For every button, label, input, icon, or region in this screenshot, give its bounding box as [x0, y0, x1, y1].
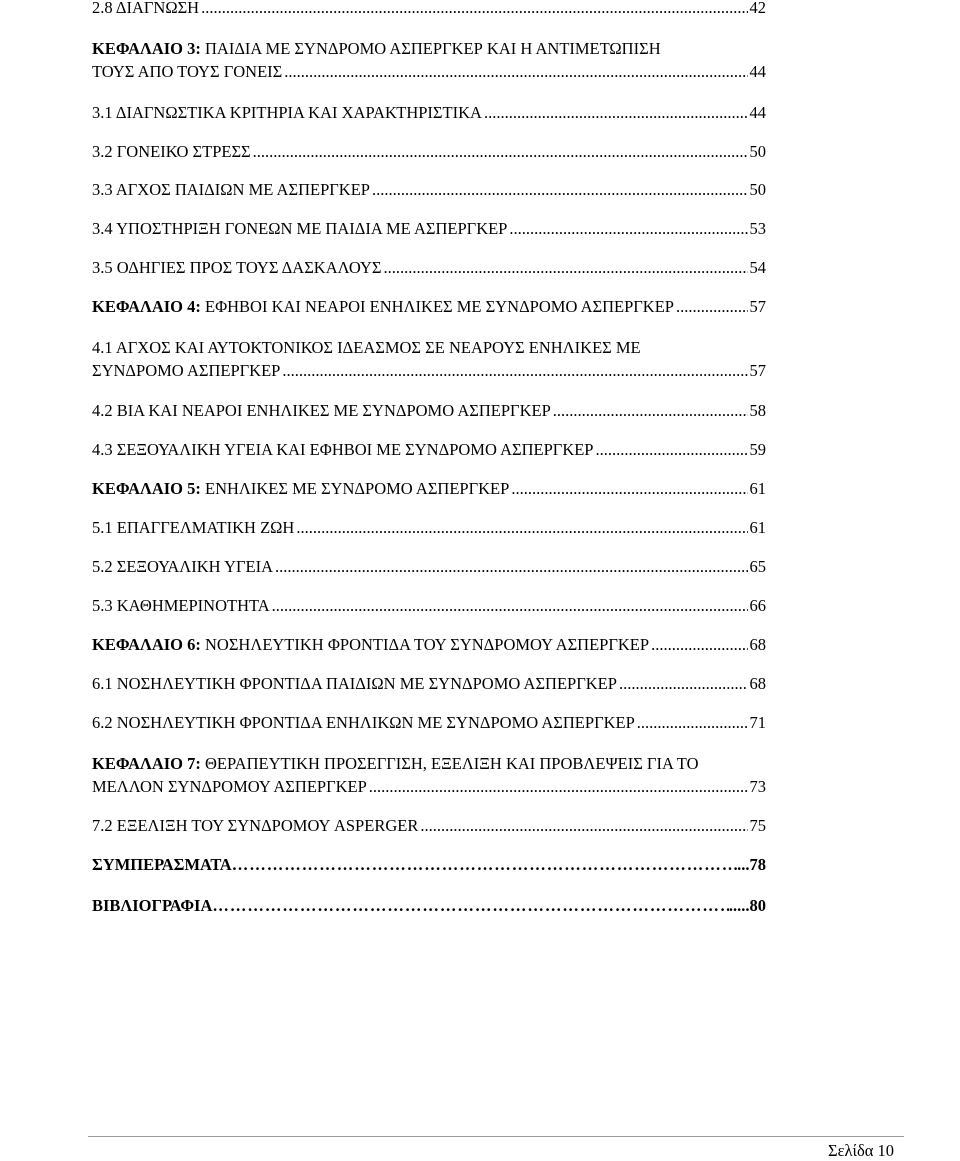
toc-leader — [619, 672, 748, 695]
toc-entry-page: 68 — [749, 635, 766, 654]
toc-leader — [372, 178, 748, 201]
toc-leader — [212, 894, 728, 917]
toc-entry-page: .....80 — [728, 896, 766, 915]
toc-leader — [651, 633, 747, 656]
toc-leader — [553, 399, 748, 422]
toc-entry-page: 61 — [749, 518, 766, 537]
toc-entry-text: 3.3 ΑΓΧΟΣ ΠΑΙΔΙΩΝ ΜΕ ΑΣΠΕΡΓΚΕΡ — [92, 180, 370, 199]
toc-leader — [272, 594, 748, 617]
toc-entry-page: 57 — [749, 297, 766, 316]
toc-entry-chapter-4[interactable] — [92, 295, 766, 318]
chapter-prefix: ΚΕΦΑΛΑΙΟ 3: — [92, 39, 201, 58]
toc-entry-3-2[interactable] — [92, 140, 766, 163]
toc-leader — [384, 256, 748, 279]
toc-entry-2-8[interactable] — [92, 0, 766, 19]
toc-entry-text: 3.2 ΓΟΝΕΙΚΟ ΣΤΡΕΣΣ — [92, 142, 251, 161]
chapter-prefix: ΚΕΦΑΛΑΙΟ 7: — [92, 754, 201, 773]
toc-entry-text: 5.1 ΕΠΑΓΓΕΛΜΑΤΙΚΗ ΖΩΗ — [92, 518, 295, 537]
toc-entry-5-1[interactable] — [92, 516, 766, 539]
toc-entry-page: 71 — [749, 713, 766, 732]
toc-leader — [676, 295, 748, 318]
page-number: Σελίδα 10 — [827, 1141, 894, 1160]
toc-entry-page: 50 — [749, 180, 766, 199]
toc-entry-first-line: ΠΑΙΔΙΑ ΜΕ ΣΥΝΔΡΟΜΟ ΑΣΠΕΡΓΚΕΡ ΚΑΙ Η ΑΝΤΙΜΕΤΩΠΙΣΗ — [205, 39, 661, 58]
toc-entry-page: 65 — [749, 557, 766, 576]
toc-entry-page: ...78 — [737, 855, 766, 874]
toc-entry-text: ΕΦΗΒΟΙ ΚΑΙ ΝΕΑΡΟΙ ΕΝΗΛΙΚΕΣ ΜΕ ΣΥΝΔΡΟΜΟ ΑΣΠΕΡΓΚΕΡ — [205, 297, 674, 316]
footer-divider — [88, 1136, 904, 1137]
toc-entry-chapter-6[interactable] — [92, 633, 766, 656]
toc-entry-page: 44 — [749, 62, 766, 81]
toc-leader — [232, 853, 737, 876]
toc-leader — [284, 60, 747, 83]
toc-entry-text: ΒΙΒΛΙΟΓΡΑΦΙΑ — [92, 896, 213, 915]
toc-entry-first-line: 4.1 ΑΓΧΟΣ ΚΑΙ ΑΥΤΟΚΤΟΝΙΚΟΣ ΙΔΕΑΣΜΟΣ ΣΕ ΝΕΑΡΟΥΣ ΕΝΗΛΙΚΕΣ ΜΕ — [92, 338, 641, 357]
toc-leader — [637, 711, 748, 734]
toc-entry-text: ΜΕΛΛΟΝ ΣΥΝΔΡΟΜΟΥ ΑΣΠΕΡΓΚΕΡ — [92, 777, 367, 796]
toc-entry-text: 5.3 ΚΑΘΗΜΕΡΙΝΟΤΗΤΑ — [92, 596, 270, 615]
toc-entry-conclusions[interactable] — [92, 853, 766, 876]
toc-entry-text: 3.4 ΥΠΟΣΤΗΡΙΞΗ ΓΟΝΕΩΝ ΜΕ ΠΑΙΔΙΑ ΜΕ ΑΣΠΕΡΓΚΕΡ — [92, 219, 508, 238]
toc-entry-3-5[interactable] — [92, 256, 766, 279]
toc-entry-text: ΣΥΝΔΡΟΜΟ ΑΣΠΕΡΓΚΕΡ — [92, 361, 281, 380]
toc-leader — [369, 775, 748, 798]
toc-entry-text: 6.2 ΝΟΣΗΛΕΥΤΙΚΗ ΦΡΟΝΤΙΔΑ ΕΝΗΛΙΚΩΝ ΜΕ ΣΥΝΔΡΟΜΟ ΑΣΠΕΡΓΚΕΡ — [92, 713, 635, 732]
toc-entry-text: 4.3 ΣΕΞΟΥΑΛΙΚΗ ΥΓΕΙΑ ΚΑΙ ΕΦΗΒΟΙ ΜΕ ΣΥΝΔΡΟΜΟ ΑΣΠΕΡΓΚΕΡ — [92, 440, 594, 459]
toc-entry-5-2[interactable] — [92, 555, 766, 578]
toc-entry-4-2[interactable] — [92, 399, 766, 422]
toc-entry-4-3[interactable] — [92, 438, 766, 461]
toc-entry-page: 61 — [749, 479, 766, 498]
toc-leader — [275, 555, 747, 578]
toc-entry-text: 4.2 ΒΙΑ ΚΑΙ ΝΕΑΡΟΙ ΕΝΗΛΙΚΕΣ ΜΕ ΣΥΝΔΡΟΜΟ ΑΣΠΕΡΓΚΕΡ — [92, 401, 551, 420]
toc-entry-6-2[interactable] — [92, 711, 766, 734]
toc-entry-text: 3.1 ΔΙΑΓΝΩΣΤΙΚΑ ΚΡΙΤΗΡΙΑ ΚΑΙ ΧΑΡΑΚΤΗΡΙΣΤΙΚΑ — [92, 103, 482, 122]
toc-entry-page: 54 — [749, 258, 766, 277]
toc-entry-page: 57 — [749, 361, 766, 380]
toc-leader — [509, 217, 747, 240]
toc-entry-chapter-5[interactable] — [92, 477, 766, 500]
chapter-prefix: ΚΕΦΑΛΑΙΟ 4: — [92, 297, 201, 316]
toc-entry-text: ΝΟΣΗΛΕΥΤΙΚΗ ΦΡΟΝΤΙΔΑ ΤΟΥ ΣΥΝΔΡΟΜΟΥ ΑΣΠΕΡΓΚΕΡ — [205, 635, 650, 654]
toc-entry-bibliography[interactable] — [92, 894, 766, 917]
toc-leader — [511, 477, 747, 500]
toc-leader — [296, 516, 747, 539]
toc-entry-chapter-3[interactable] — [92, 37, 766, 83]
toc-entry-page: 75 — [749, 816, 766, 835]
toc-leader — [420, 814, 747, 837]
toc-entry-page: 66 — [749, 596, 766, 615]
chapter-prefix: ΚΕΦΑΛΑΙΟ 5: — [92, 479, 201, 498]
toc-leader — [596, 438, 748, 461]
chapter-prefix: ΚΕΦΑΛΑΙΟ 6: — [92, 635, 201, 654]
toc-entry-4-1[interactable] — [92, 336, 766, 382]
toc-entry-3-3[interactable] — [92, 178, 766, 201]
toc-entry-text: 6.1 ΝΟΣΗΛΕΥΤΙΚΗ ΦΡΟΝΤΙΔΑ ΠΑΙΔΙΩΝ ΜΕ ΣΥΝΔΡΟΜΟ ΑΣΠΕΡΓΚΕΡ — [92, 674, 617, 693]
toc-entry-page: 50 — [749, 142, 766, 161]
toc-entry-text: ΣΥΜΠΕΡΑΣΜΑΤΑ — [92, 855, 232, 874]
toc-entry-page: 59 — [749, 440, 766, 459]
toc-entry-text: 7.2 ΕΞΕΛΙΞΗ ΤΟΥ ΣΥΝΔΡΟΜΟΥ ASPERGER — [92, 816, 419, 835]
toc-entry-page: 44 — [749, 103, 766, 122]
toc-entry-page: 53 — [749, 219, 766, 238]
toc-entry-text: 5.2 ΣΕΞΟΥΑΛΙΚΗ ΥΓΕΙΑ — [92, 557, 274, 576]
toc-entry-text: ΕΝΗΛΙΚΕΣ ΜΕ ΣΥΝΔΡΟΜΟ ΑΣΠΕΡΓΚΕΡ — [205, 479, 510, 498]
toc-entry-page: 68 — [749, 674, 766, 693]
toc-entry-3-1[interactable] — [92, 101, 766, 124]
toc-entry-chapter-7[interactable] — [92, 752, 766, 798]
toc-entry-6-1[interactable] — [92, 672, 766, 695]
toc-leader — [201, 0, 747, 19]
toc-entry-3-4[interactable] — [92, 217, 766, 240]
toc-entry-page: 42 — [749, 0, 766, 17]
toc-entry-first-line: ΘΕΡΑΠΕΥΤΙΚΗ ΠΡΟΣΕΓΓΙΣΗ, ΕΞΕΛΙΞΗ ΚΑΙ ΠΡΟΒΛΕΨΕΙΣ ΓΙΑ ΤΟ — [205, 754, 699, 773]
toc-entry-text: 3.5 ΟΔΗΓΙΕΣ ΠΡΟΣ ΤΟΥΣ ΔΑΣΚΑΛΟΥΣ — [92, 258, 382, 277]
toc-entry-7-2[interactable] — [92, 814, 766, 837]
toc-entry-page: 73 — [749, 777, 766, 796]
toc-leader — [484, 101, 748, 124]
toc-leader — [253, 140, 748, 163]
toc-entry-page: 58 — [749, 401, 766, 420]
toc-entry-text: 2.8 ΔΙΑΓΝΩΣΗ — [92, 0, 200, 17]
toc-leader — [282, 359, 747, 382]
toc-entry-5-3[interactable] — [92, 594, 766, 617]
toc-entry-text: ΤΟΥΣ ΑΠΟ ΤΟΥΣ ΓΟΝΕΙΣ — [92, 62, 283, 81]
